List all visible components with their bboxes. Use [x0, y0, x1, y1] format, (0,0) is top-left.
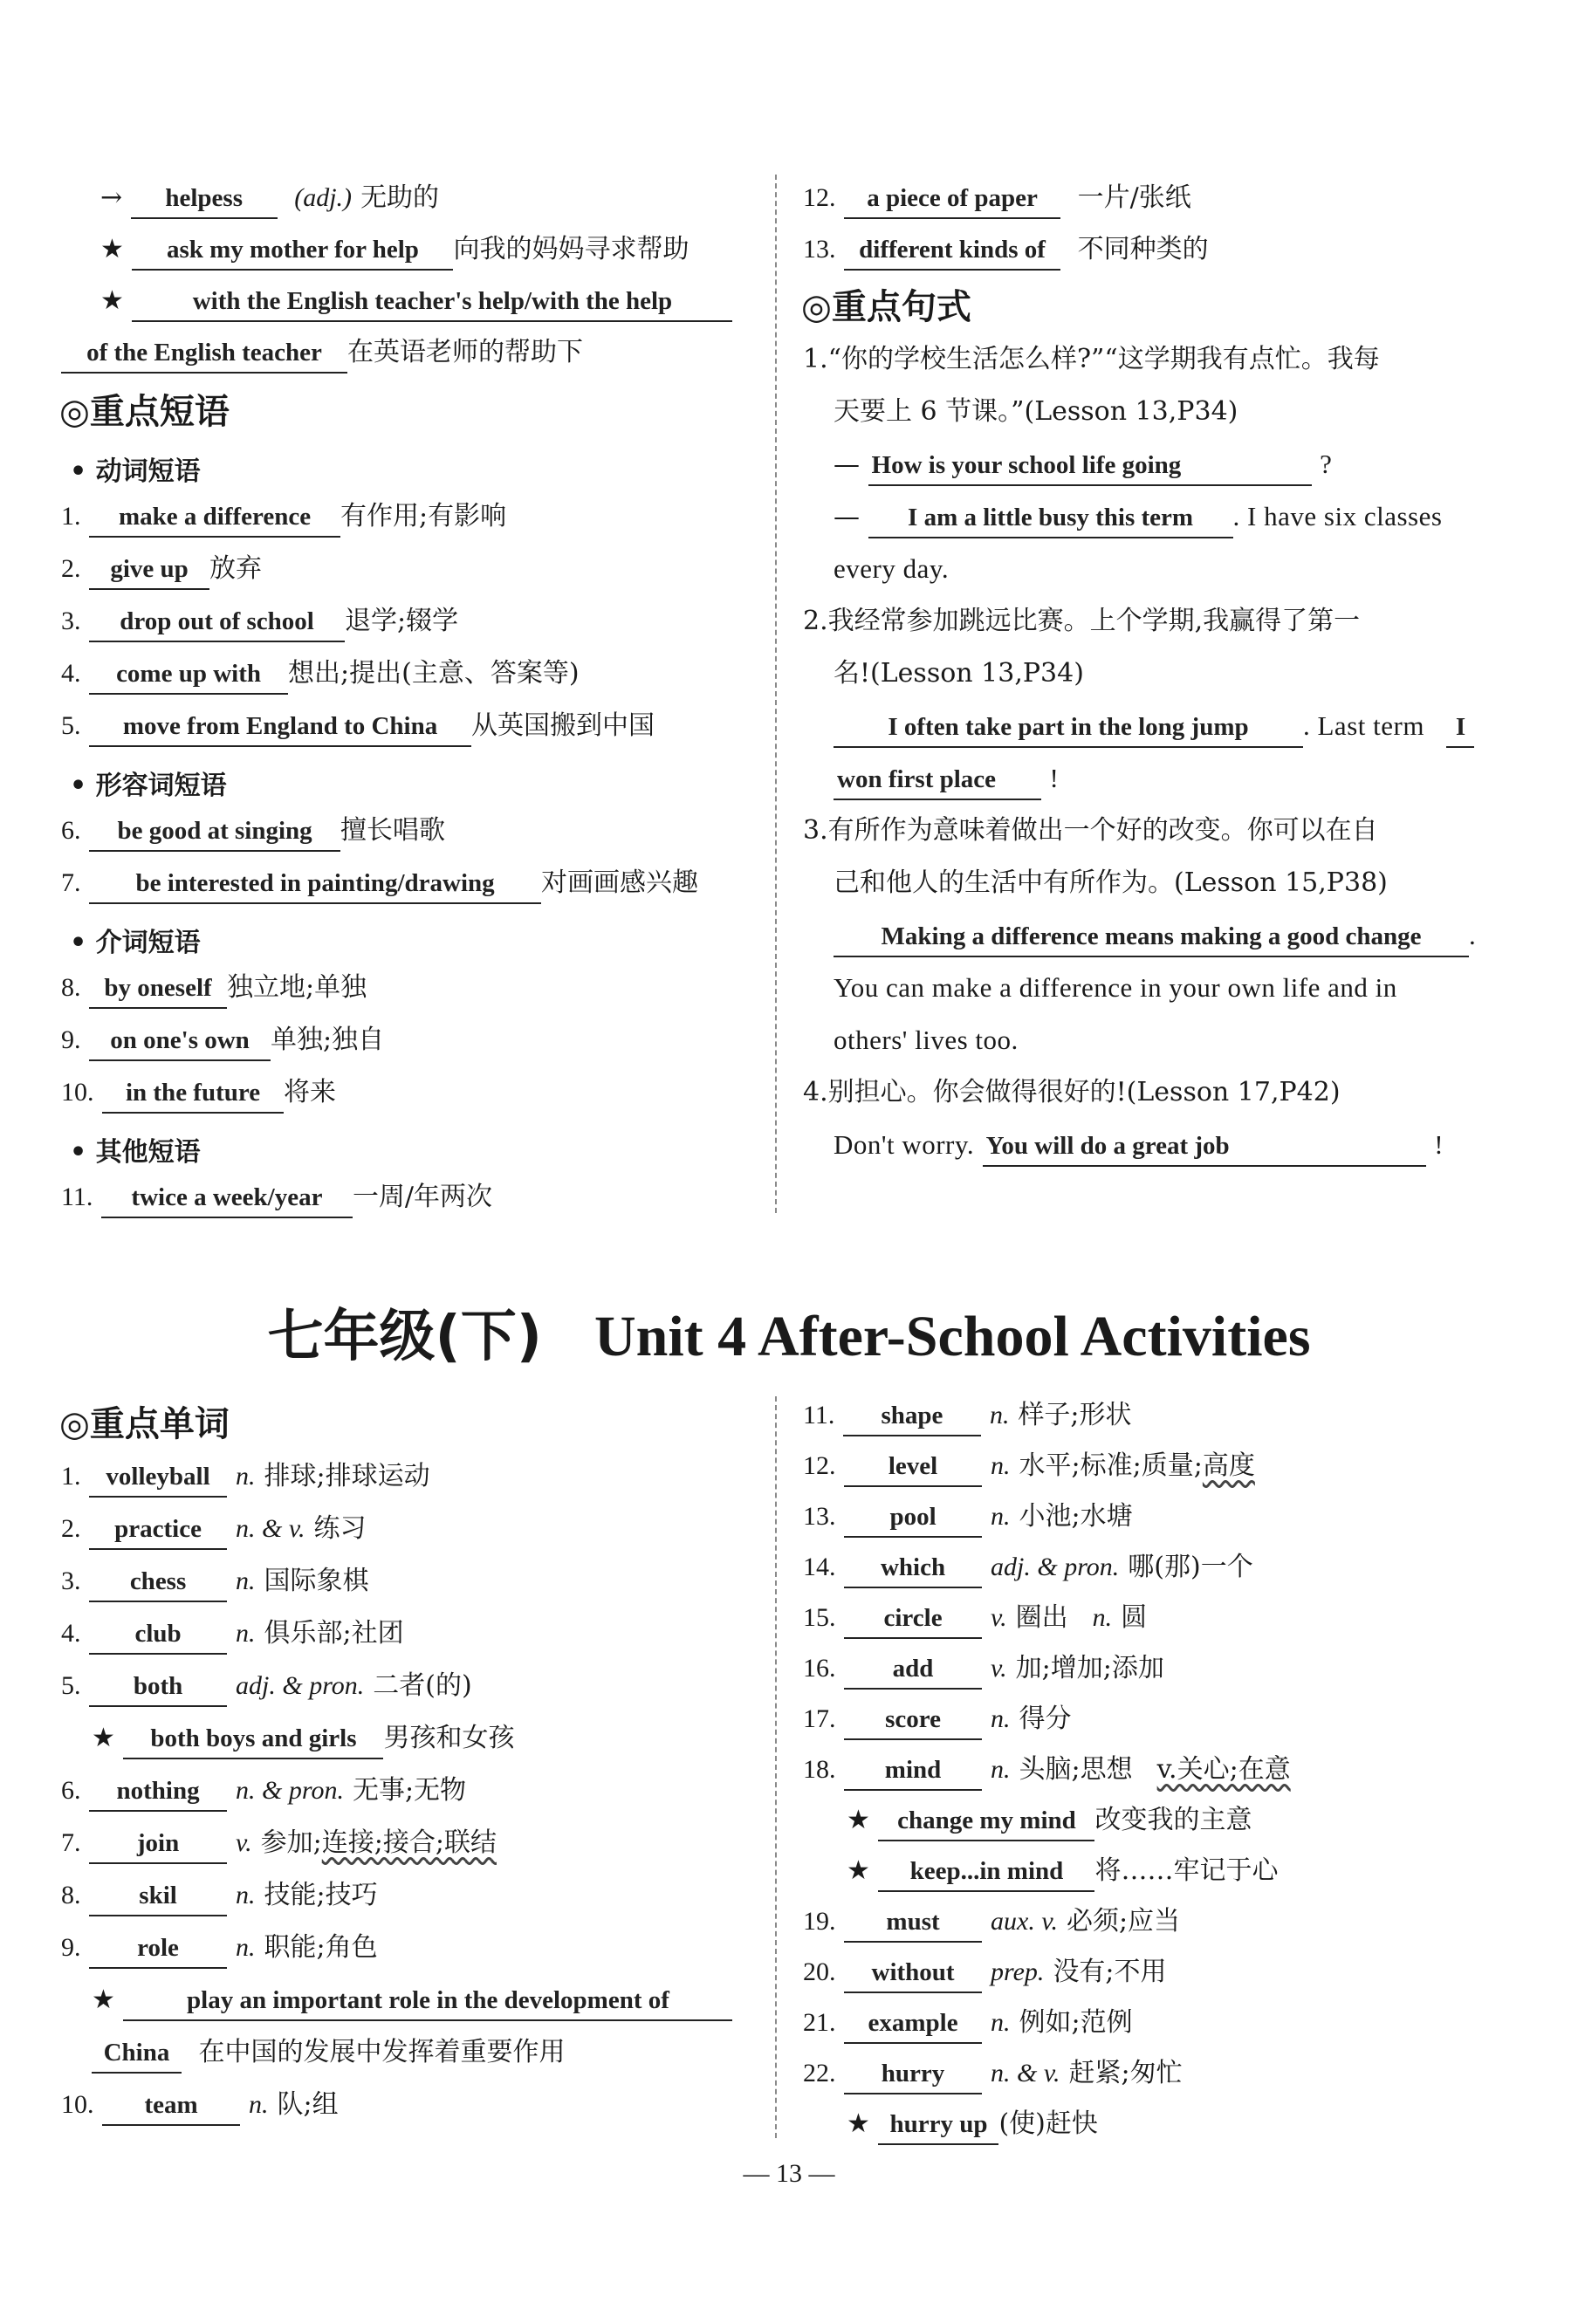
sentence-prompt: [803, 812, 1378, 850]
dash-mark: —: [834, 449, 860, 480]
word-row: [803, 1700, 1072, 1740]
answer-blank: of the English teacher: [61, 333, 347, 374]
sentence-text: 己和他人的生活中有所作为。(Lesson 15,P38): [834, 867, 1388, 898]
sentence-text: 名!(Lesson 13,P34): [834, 658, 1084, 689]
answer-blank: circle: [844, 1599, 982, 1639]
answer-blank: score: [844, 1700, 982, 1740]
answer-blank: give up: [89, 550, 209, 590]
chinese-meaning: 没有;不用: [1053, 1957, 1167, 1987]
answer-blank: Making a difference means making a good change: [834, 917, 1469, 957]
subheading-other-phrases: • 其他短语: [70, 1137, 201, 1168]
column-divider-lower: [775, 1396, 777, 2138]
answer-blank: make a difference: [89, 497, 340, 538]
continuation-line: [61, 333, 583, 374]
chinese-meaning: 不同种类的: [1077, 234, 1209, 264]
column-divider-upper: [775, 175, 777, 1213]
item-number: 15.: [803, 1603, 836, 1632]
sentence-text: 1.“你的学校生活怎么样?”“这学期我有点忙。我每: [803, 344, 1380, 374]
word-row: [61, 1876, 378, 1916]
section-heading-key-words: ◎重点单词: [59, 1404, 230, 1444]
answer-blank: volleyball: [89, 1457, 227, 1498]
item-number: 13.: [803, 1502, 836, 1531]
word-row: [803, 2054, 1183, 2094]
chinese-meaning: 二者(的): [373, 1670, 472, 1701]
word-row: [61, 1772, 466, 1812]
item-number: 14.: [803, 1553, 836, 1581]
answer-blank: ask my mother for help: [132, 230, 453, 271]
sentence-text: 3.有所作为意味着做出一个好的改变。你可以在自: [803, 815, 1378, 846]
sentence-prompt: [834, 655, 1084, 693]
chinese-meaning: 小池;水塘: [1019, 1501, 1133, 1532]
chinese-meaning: 无助的: [360, 182, 440, 213]
subheading-adjective-phrases: • 形容词短语: [70, 771, 227, 801]
sentence-answer: [834, 497, 1442, 538]
star-phrase-line: [847, 1852, 1278, 1892]
answer-blank: club: [89, 1614, 227, 1655]
chinese-meaning: 圈出: [1015, 1602, 1068, 1633]
chinese-meaning: 国际象棋: [264, 1566, 369, 1596]
part-of-speech: n.: [1092, 1603, 1113, 1632]
part-of-speech: n.: [249, 2090, 269, 2119]
chinese-meaning: 练习: [313, 1513, 367, 1544]
phrase-row: [61, 602, 458, 642]
sentence-text: Don't worry.: [834, 1129, 975, 1160]
item-number: 5.: [61, 1671, 81, 1700]
answer-blank: drop out of school: [89, 602, 345, 642]
star-phrase-line: [847, 2105, 1098, 2145]
star-icon: ★: [847, 2108, 870, 2139]
word-row: [61, 1929, 378, 1969]
item-number: 9.: [61, 1933, 81, 1962]
chinese-meaning: 职能;角色: [264, 1932, 378, 1963]
sentence-end: ?: [1320, 449, 1333, 479]
part-of-speech: n.: [236, 1619, 256, 1648]
phrase-row: [61, 812, 445, 852]
word-row: [61, 1667, 472, 1707]
sentence-text: 2.我经常参加跳远比赛。上个学期,我赢得了第一: [803, 606, 1361, 636]
item-number: 18.: [803, 1755, 836, 1784]
chinese-meaning: 改变我的主意: [1094, 1805, 1252, 1835]
page-number: — 13 —: [743, 2159, 835, 2188]
item-number: 21.: [803, 2008, 836, 2037]
part-of-speech: prep.: [991, 1957, 1045, 1986]
sentence-answer: [834, 916, 1476, 957]
sentence-text-line: [834, 1021, 1019, 1060]
sentence-end: .: [1469, 920, 1477, 950]
answer-blank: keep...in mind: [878, 1852, 1094, 1892]
answer-blank: a piece of paper: [844, 179, 1060, 219]
sentence-text: 天要上 6 节课。”(Lesson 13,P34): [834, 396, 1238, 427]
grade-label: 七年级(下): [267, 1305, 542, 1369]
sentence-text: every day.: [834, 553, 950, 584]
sentence-text-line: [834, 550, 949, 589]
unit-title: [0, 1292, 1578, 1372]
star-phrase-line: [92, 1981, 732, 2021]
chinese-meaning: 一周/年两次: [352, 1182, 493, 1212]
part-of-speech: n.: [236, 1566, 256, 1595]
chinese-meaning-extended: 高度: [1202, 1450, 1255, 1481]
word-row: [61, 1824, 497, 1864]
answer-blank: pool: [844, 1498, 982, 1538]
chinese-meaning: 有作用;有影响: [340, 501, 507, 531]
chinese-meaning: 独立地;单独: [227, 972, 367, 1003]
answer-blank: example: [844, 2004, 982, 2044]
section-heading-key-phrases: ◎重点短语: [59, 392, 230, 432]
answer-blank: I: [1446, 708, 1474, 748]
chinese-meaning: 想出;提出(主意、答案等): [288, 658, 580, 689]
part-of-speech: n.: [991, 1502, 1011, 1531]
answer-blank: I am a little busy this term: [868, 498, 1233, 538]
section-heading-key-sentences: ◎重点句式: [801, 287, 971, 327]
answer-blank: I often take part in the long jump: [834, 708, 1303, 748]
item-number: 19.: [803, 1907, 836, 1936]
item-number: 11.: [61, 1183, 93, 1211]
answer-blank: skil: [89, 1876, 227, 1916]
answer-blank: must: [844, 1902, 982, 1943]
part-of-speech: n.: [236, 1462, 256, 1491]
item-number: 7.: [61, 868, 81, 897]
arrow-icon: →: [100, 182, 123, 213]
answer-blank: in the future: [102, 1073, 284, 1114]
word-row: [803, 1396, 1132, 1436]
sentence-prompt: [834, 393, 1238, 431]
answer-blank: hurry: [844, 2054, 982, 2094]
item-number: 22.: [803, 2059, 836, 2087]
answer-blank: helpess: [131, 179, 278, 219]
answer-blank: role: [89, 1929, 227, 1969]
chinese-meaning: 男孩和女孩: [383, 1723, 515, 1753]
answer-blank: twice a week/year: [101, 1178, 353, 1218]
chinese-meaning: 样子;形状: [1018, 1400, 1132, 1430]
answer-blank: both: [89, 1667, 227, 1707]
word-row: [61, 1457, 430, 1498]
part-of-speech: n.: [236, 1933, 256, 1962]
sentence-answer: [834, 445, 1332, 486]
part-of-speech: n.: [991, 1451, 1011, 1480]
part-of-speech: n. & pron.: [236, 1776, 344, 1805]
word-row: [803, 1902, 1180, 1943]
phrase-row: [803, 230, 1209, 271]
word-row: [803, 2004, 1133, 2044]
word-row: [61, 2086, 339, 2126]
sentence-text: . I have six classes: [1232, 501, 1443, 531]
part-of-speech: n. & v.: [236, 1514, 305, 1543]
word-row: [803, 1498, 1133, 1538]
chinese-meaning: 圆: [1121, 1602, 1148, 1633]
phrase-row: [61, 969, 367, 1009]
sentence-prompt: [834, 864, 1388, 902]
item-number: 4.: [61, 1619, 81, 1648]
sentence-text: others' lives too.: [834, 1025, 1019, 1055]
item-number: 8.: [61, 1881, 81, 1909]
star-icon: ★: [847, 1805, 870, 1835]
star-phrase-line: [847, 1801, 1252, 1841]
answer-blank: join: [89, 1824, 227, 1864]
chinese-meaning: 排球;排球运动: [264, 1461, 430, 1491]
chinese-meaning: 加;增加;添加: [1015, 1653, 1164, 1683]
item-number: 17.: [803, 1704, 836, 1733]
word-row: [803, 1447, 1255, 1487]
part-of-speech: n.: [989, 1401, 1010, 1429]
chinese-meaning: 对画画感兴趣: [541, 867, 699, 898]
item-number: 11.: [803, 1401, 835, 1429]
sentence-prompt: [803, 602, 1360, 641]
part-of-speech: v.: [236, 1828, 252, 1857]
chinese-meaning: 将……牢记于心: [1094, 1855, 1279, 1886]
answer-blank: be good at singing: [89, 812, 340, 852]
answer-blank: change my mind: [878, 1801, 1094, 1841]
item-number: 10.: [61, 2090, 94, 2119]
answer-blank: China: [92, 2033, 182, 2074]
sentence-text: . Last term: [1303, 710, 1424, 741]
sentence-prompt: [803, 340, 1380, 379]
item-number: 10.: [61, 1078, 94, 1107]
sentence-text: You can make a difference in your own life and in: [834, 972, 1397, 1003]
answer-blank: play an important role in the development of: [123, 1981, 732, 2021]
part-of-speech: adj. & pron.: [236, 1671, 365, 1700]
item-number: 12.: [803, 183, 836, 212]
chinese-meaning: 退学;辍学: [345, 606, 459, 636]
word-row: [803, 1953, 1167, 1993]
answer-blank: without: [844, 1953, 982, 1993]
phrase-row: [61, 1021, 384, 1061]
sentence-answer: [834, 707, 1474, 748]
chinese-meaning: 放弃: [209, 553, 263, 584]
item-number: 6.: [61, 816, 81, 845]
answer-blank: be interested in painting/drawing: [89, 864, 541, 904]
chinese-meaning: 一片/张纸: [1077, 182, 1191, 213]
word-row: [61, 1510, 366, 1550]
star-icon: ★: [92, 1985, 115, 2015]
part-of-speech: n.: [236, 1881, 256, 1909]
phrase-row: [61, 1073, 336, 1114]
item-number: 16.: [803, 1654, 836, 1683]
sentence-prompt: [803, 1073, 1341, 1112]
part-of-speech: n.: [991, 2008, 1011, 2037]
chinese-meaning: 在英语老师的帮助下: [347, 337, 583, 367]
chinese-meaning: 将来: [284, 1077, 337, 1107]
phrase-row: [61, 550, 262, 590]
star-icon: ★: [100, 285, 124, 316]
phrase-row: [61, 707, 655, 747]
answer-blank: nothing: [89, 1772, 227, 1812]
subheading-verb-phrases: • 动词短语: [70, 456, 201, 487]
chinese-meaning: 擅长唱歌: [340, 815, 446, 846]
chinese-meaning-extended: 连接;接合;联结: [321, 1827, 497, 1858]
phrase-row: [61, 864, 698, 904]
item-number: 1.: [61, 1462, 81, 1491]
answer-blank: chess: [89, 1562, 227, 1602]
chinese-meaning: 水平;标准;质量;: [1019, 1450, 1203, 1481]
phrase-row: [61, 1178, 492, 1218]
chinese-meaning: 哪(那)一个: [1128, 1552, 1253, 1582]
item-number: 12.: [803, 1451, 836, 1480]
answer-blank: won first place: [834, 760, 1041, 800]
phrase-row: [803, 179, 1191, 219]
chinese-meaning: 参加;: [260, 1827, 322, 1858]
answer-blank: shape: [843, 1396, 981, 1436]
continuation-line: [92, 2033, 566, 2074]
item-number: 5.: [61, 711, 81, 740]
sentence-text-line: [834, 969, 1397, 1008]
part-of-speech: (adj.): [294, 183, 353, 212]
helpess-line: [100, 179, 439, 219]
chinese-meaning: 向我的妈妈寻求帮助: [453, 234, 690, 264]
chinese-meaning: (使)赶快: [998, 2108, 1098, 2139]
word-row: [803, 1649, 1164, 1690]
answer-blank: mind: [844, 1751, 982, 1791]
answer-blank: both boys and girls: [123, 1719, 383, 1759]
part-of-speech: n. & v.: [991, 2059, 1060, 2087]
star-phrase-line: [100, 282, 732, 322]
item-number: 20.: [803, 1957, 836, 1986]
subheading-prepositional-phrases: • 介词短语: [70, 928, 201, 958]
part-of-speech: v.: [991, 1654, 1007, 1683]
answer-blank: How is your school life going: [868, 446, 1312, 486]
chinese-meaning: 头脑;思想: [1019, 1754, 1133, 1785]
word-row: [803, 1548, 1253, 1588]
chinese-meaning: 单独;独自: [271, 1025, 385, 1055]
sentence-end: !: [1434, 1129, 1444, 1160]
sentence-answer: [834, 1126, 1444, 1167]
answer-blank: practice: [89, 1510, 227, 1550]
word-row: [803, 1751, 1291, 1791]
word-row: [61, 1562, 369, 1602]
answer-blank: team: [102, 2086, 240, 2126]
item-number: 7.: [61, 1828, 81, 1857]
sentence-text: 4.别担心。你会做得很好的!(Lesson 17,P42): [803, 1077, 1341, 1107]
item-number: 8.: [61, 973, 81, 1002]
part-of-speech: aux. v.: [991, 1907, 1058, 1936]
item-number: 3.: [61, 1566, 81, 1595]
part-of-speech: n.: [991, 1755, 1011, 1784]
part-of-speech: n.: [991, 1704, 1011, 1733]
chinese-meaning: 得分: [1019, 1704, 1072, 1734]
answer-blank: different kinds of: [844, 230, 1060, 271]
item-number: 1.: [61, 502, 81, 531]
chinese-meaning: 队;组: [277, 2089, 339, 2120]
answer-blank: add: [844, 1649, 982, 1690]
dash-mark: —: [834, 502, 860, 532]
answer-blank: which: [844, 1548, 982, 1588]
item-number: 9.: [61, 1025, 81, 1054]
chinese-meaning: 赶紧;匆忙: [1068, 2058, 1183, 2088]
sentence-answer: [834, 759, 1059, 800]
chinese-meaning: 无事;无物: [352, 1775, 467, 1806]
chinese-meaning: 俱乐部;社团: [264, 1618, 404, 1649]
answer-blank: with the English teacher's help/with the help: [132, 282, 732, 322]
answer-blank: by oneself: [89, 969, 227, 1009]
star-icon: ★: [847, 1855, 870, 1886]
item-number: 4.: [61, 659, 81, 688]
chinese-meaning-extended: v.关心;在意: [1156, 1754, 1291, 1785]
item-number: 3.: [61, 607, 81, 635]
word-row: [61, 1614, 404, 1655]
answer-blank: come up with: [89, 655, 288, 695]
unit-name: Unit 4 After-School Activities: [593, 1305, 1311, 1368]
chinese-meaning: 从英国搬到中国: [471, 710, 655, 741]
answer-blank: hurry up: [878, 2105, 998, 2145]
item-number: 2.: [61, 1514, 81, 1543]
answer-blank: on one's own: [89, 1021, 271, 1061]
phrase-row: [61, 497, 506, 538]
star-icon: ★: [100, 234, 124, 264]
answer-blank: move from England to China: [89, 707, 471, 747]
item-number: 6.: [61, 1776, 81, 1805]
part-of-speech: adj. & pron.: [991, 1553, 1120, 1581]
star-icon: ★: [92, 1723, 115, 1753]
item-number: 13.: [803, 235, 836, 264]
chinese-meaning: 必须;应当: [1066, 1906, 1181, 1937]
sentence-end: !: [1049, 763, 1060, 793]
phrase-row: [61, 655, 580, 695]
item-number: 2.: [61, 554, 81, 583]
chinese-meaning: 技能;技巧: [264, 1880, 378, 1910]
star-phrase-line: [92, 1719, 514, 1759]
star-phrase-line: [100, 230, 689, 271]
chinese-meaning: 在中国的发展中发挥着重要作用: [198, 2037, 566, 2067]
part-of-speech: v.: [991, 1603, 1007, 1632]
chinese-meaning: 例如;范例: [1019, 2007, 1133, 2038]
word-row: [803, 1599, 1147, 1639]
answer-blank: level: [844, 1447, 982, 1487]
answer-blank: You will do a great job: [983, 1127, 1426, 1167]
